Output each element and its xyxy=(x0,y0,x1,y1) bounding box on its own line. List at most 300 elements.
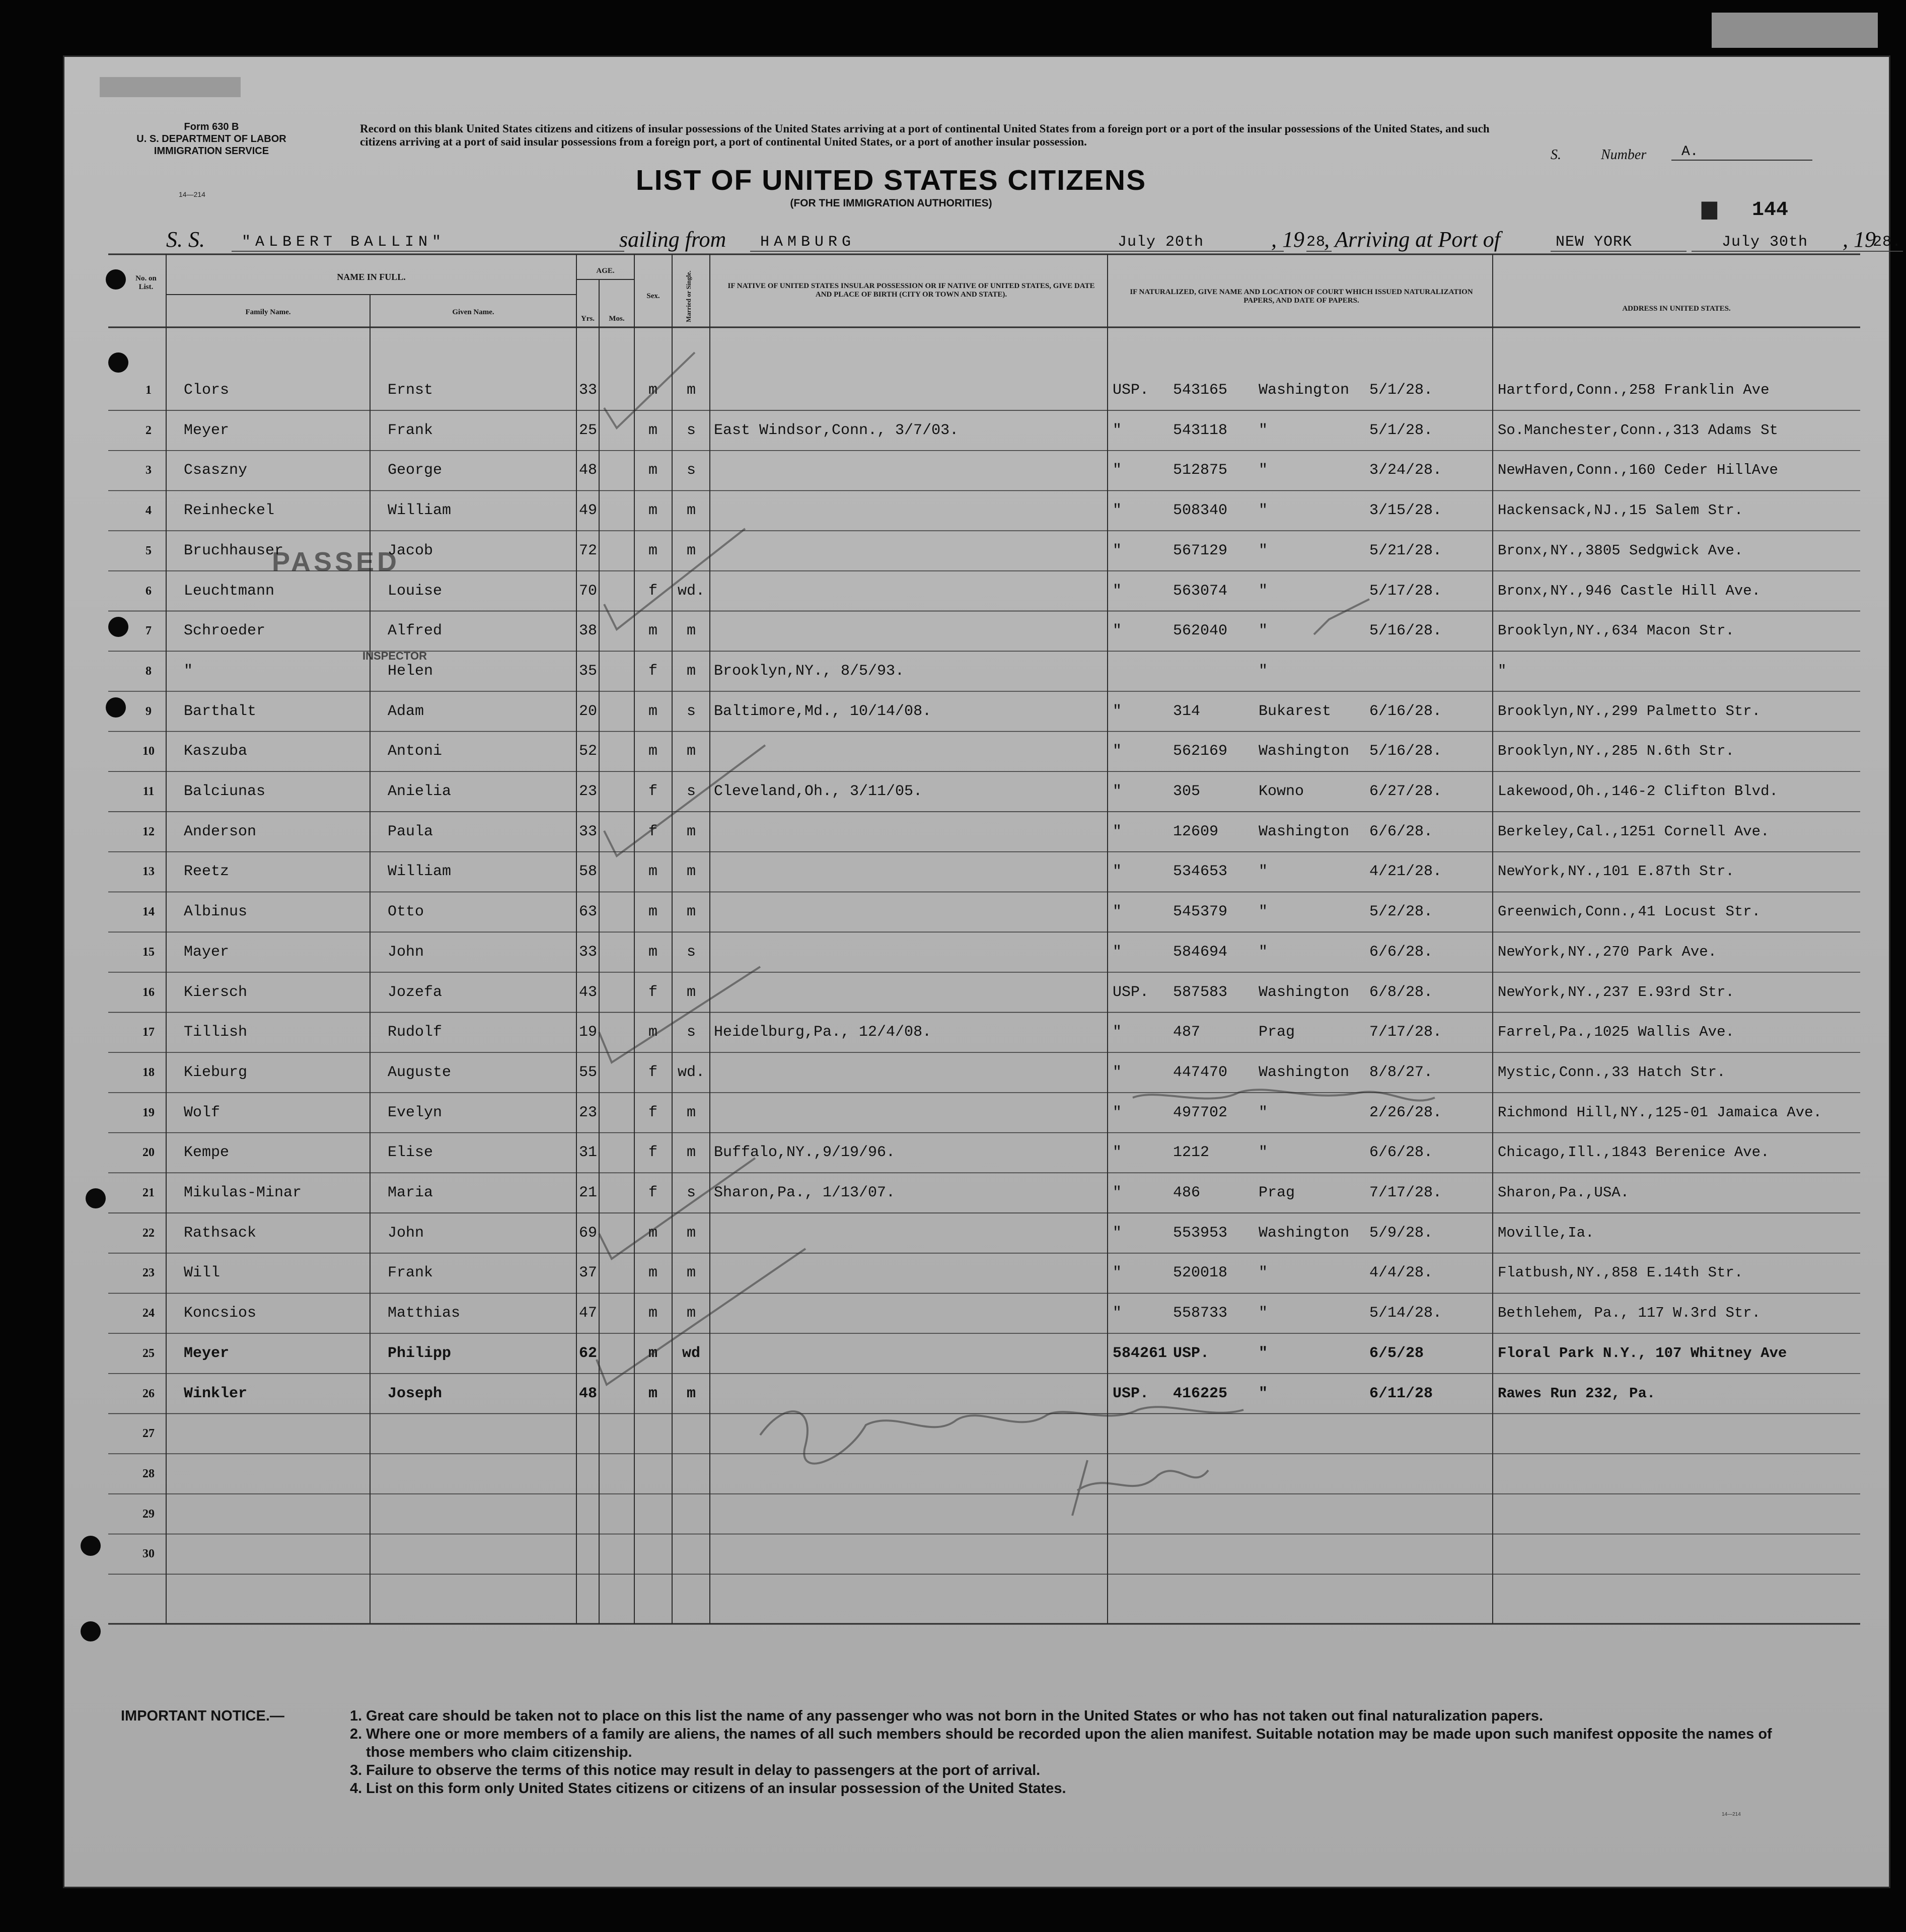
cell-yrs: 21 xyxy=(578,1184,597,1201)
cell-court: " xyxy=(1259,502,1268,520)
cell-address: NewYork,NY.,101 E.87th Str. xyxy=(1498,863,1734,880)
cell-date: 3/15/28. xyxy=(1369,502,1442,520)
cell-pfx: " xyxy=(1113,783,1122,800)
footer-code: 14—214 xyxy=(1722,1812,1741,1817)
cell-ms: m xyxy=(686,542,696,559)
cell-court: " xyxy=(1259,863,1268,881)
cell-paper: 305 xyxy=(1173,783,1201,800)
cell-yrs: 49 xyxy=(578,502,597,520)
cell-ms: m xyxy=(686,743,696,760)
cell-date: 6/11/28 xyxy=(1369,1385,1433,1402)
page-title: LIST OF UNITED STATES CITIZENS xyxy=(635,164,1147,196)
cell-birth: Cleveland,Oh., 3/11/05. xyxy=(714,783,923,800)
cell-court: Washington xyxy=(1259,1224,1350,1242)
cell-no: 18 xyxy=(142,1065,155,1079)
punch-hole xyxy=(81,1536,101,1556)
cell-sex: m xyxy=(648,863,657,881)
cell-paper: 563074 xyxy=(1173,582,1228,600)
header-native-birth: IF NATIVE OF UNITED STATES INSULAR POSSESSION OR IF NATIVE OF UNITED STATES, GIVE DATE AND PLACE OF BIRTH (CITY OR TOWN AND STATE). xyxy=(727,282,1095,299)
cell-ms: m xyxy=(686,1264,696,1282)
cell-paper: 553953 xyxy=(1173,1224,1228,1242)
cell-birth: Heidelburg,Pa., 12/4/08. xyxy=(714,1024,932,1041)
cell-given: Rudolf xyxy=(388,1024,443,1041)
cell-pfx: USP. xyxy=(1113,983,1149,1001)
cell-paper: 12609 xyxy=(1173,823,1219,840)
cell-address: Mystic,Conn.,33 Hatch Str. xyxy=(1498,1063,1726,1081)
cell-pfx: USP. xyxy=(1113,382,1149,399)
cell-date: 6/5/28 xyxy=(1369,1344,1424,1362)
cell-yrs: 62 xyxy=(578,1344,597,1362)
cell-no: 23 xyxy=(142,1266,155,1280)
cell-address: Rawes Run 232, Pa. xyxy=(1498,1385,1656,1402)
cell-pfx: " xyxy=(1113,462,1122,479)
port-of-departure: HAMBURG xyxy=(750,234,1103,252)
ship-name: "ALBERT BALLIN" xyxy=(232,234,624,252)
cell-court: Washington xyxy=(1259,1063,1350,1081)
cell-sex: m xyxy=(648,903,657,921)
cell-address: Berkeley,Cal.,1251 Cornell Ave. xyxy=(1498,823,1770,840)
cell-yrs: 48 xyxy=(578,462,597,479)
cell-yrs: 37 xyxy=(578,1264,597,1282)
cell-pfx: " xyxy=(1113,1144,1122,1162)
cell-family: Bruchhauser xyxy=(184,542,284,559)
cell-ms: m xyxy=(686,622,696,640)
cell-no: 22 xyxy=(142,1226,155,1240)
cell-ms: s xyxy=(686,1184,696,1201)
cell-yrs: 23 xyxy=(578,783,597,800)
cell-address: NewYork,NY.,237 E.93rd Str. xyxy=(1498,983,1734,1000)
cell-date: 7/17/28. xyxy=(1369,1184,1442,1201)
cell-sex: m xyxy=(648,462,657,479)
cell-no: 4 xyxy=(145,504,152,518)
cell-address: Greenwich,Conn.,41 Locust Str. xyxy=(1498,903,1761,920)
cell-pfx: " xyxy=(1113,943,1122,961)
cell-no: 11 xyxy=(142,785,155,798)
cell-pfx: " xyxy=(1113,1184,1122,1201)
cell-court: " xyxy=(1259,421,1268,439)
cell-given: Alfred xyxy=(388,622,443,640)
cell-court: Kowno xyxy=(1259,783,1304,800)
cell-sex: m xyxy=(648,1024,657,1041)
cell-ms: m xyxy=(686,983,696,1001)
cell-sex: f xyxy=(648,662,657,680)
cell-pfx: " xyxy=(1113,1024,1122,1041)
cell-date: 4/4/28. xyxy=(1369,1264,1433,1282)
cell-given: William xyxy=(388,863,452,881)
cell-address: NewYork,NY.,270 Park Ave. xyxy=(1498,943,1717,960)
cell-sex: m xyxy=(648,1264,657,1282)
number-label: Number xyxy=(1601,147,1647,163)
cell-date: 5/16/28. xyxy=(1369,622,1442,640)
cell-ms: m xyxy=(686,662,696,680)
header-given-name: Given Name. xyxy=(452,308,494,316)
cell-sex: f xyxy=(648,1104,657,1121)
header-family-name: Family Name. xyxy=(245,308,291,316)
cell-pfx: " xyxy=(1113,702,1122,720)
header-naturalization: IF NATURALIZED, GIVE NAME AND LOCATION OF COURT WHICH ISSUED NATURALIZATION PAPERS, AND DATE OF PAPERS. xyxy=(1130,288,1473,305)
cell-family: Kieburg xyxy=(184,1063,248,1081)
check-mark xyxy=(597,1249,805,1385)
cell-date: 6/16/28. xyxy=(1369,702,1442,720)
cell-ms: m xyxy=(686,1144,696,1162)
cell-yrs: 72 xyxy=(578,542,597,559)
cell-date: 4/21/28. xyxy=(1369,863,1442,881)
cell-date: 5/1/28. xyxy=(1369,421,1433,439)
cell-address: Farrel,Pa.,1025 Wallis Ave. xyxy=(1498,1024,1734,1041)
cell-sex: m xyxy=(648,382,657,399)
cell-ms: m xyxy=(686,823,696,840)
cell-address: " xyxy=(1498,662,1507,679)
cell-date: 3/24/28. xyxy=(1369,462,1442,479)
department-name: U. S. DEPARTMENT OF LABOR xyxy=(136,133,286,145)
cell-family: Leuchtmann xyxy=(184,582,275,600)
cell-paper: 1212 xyxy=(1173,1144,1210,1162)
cell-given: Matthias xyxy=(388,1305,461,1322)
cell-yrs: 33 xyxy=(578,943,597,961)
cell-sex: f xyxy=(648,1184,657,1201)
cell-no: 29 xyxy=(142,1507,155,1521)
cell-date: 6/6/28. xyxy=(1369,823,1433,840)
cell-family: Meyer xyxy=(184,1344,230,1362)
cell-ms: s xyxy=(686,1024,696,1041)
cell-family: Barthalt xyxy=(184,702,257,720)
cell-pfx: " xyxy=(1113,622,1122,640)
cell-no: 25 xyxy=(142,1346,155,1360)
cell-court: " xyxy=(1259,943,1268,961)
header-sex: Sex. xyxy=(646,292,660,300)
departure-date: July 20th xyxy=(1103,234,1284,252)
cell-family: Will xyxy=(184,1264,221,1282)
header-married-or-single: Married or Single. xyxy=(685,270,692,322)
cell-paper: 416225 xyxy=(1173,1385,1228,1402)
cell-court: " xyxy=(1259,622,1268,640)
cell-family: Kaszuba xyxy=(184,743,248,760)
cell-date: 5/14/28. xyxy=(1369,1305,1442,1322)
number-value: A. xyxy=(1671,144,1812,161)
cell-given: Adam xyxy=(388,702,424,720)
cell-court: " xyxy=(1259,1264,1268,1282)
cell-address: Hartford,Conn.,258 Franklin Ave xyxy=(1498,382,1770,398)
cell-paper: 558733 xyxy=(1173,1305,1228,1322)
cell-birth: Brooklyn,NY., 8/5/93. xyxy=(714,662,905,680)
cell-paper: 314 xyxy=(1173,702,1201,720)
cell-no: 9 xyxy=(145,704,152,718)
cell-yrs: 33 xyxy=(578,382,597,399)
cell-address: Floral Park N.Y., 107 Whitney Ave xyxy=(1498,1344,1787,1362)
cell-address: Brooklyn,NY.,634 Macon Str. xyxy=(1498,622,1734,639)
cell-given: Jacob xyxy=(388,542,433,559)
notice-list xyxy=(350,1707,1795,1798)
cell-court: " xyxy=(1259,1104,1268,1121)
cell-pfx: 584261 xyxy=(1113,1344,1167,1362)
cell-family: Koncsios xyxy=(184,1305,257,1322)
cell-no: 14 xyxy=(142,905,155,919)
cell-date: 8/8/27. xyxy=(1369,1063,1433,1081)
punch-hole xyxy=(81,1621,101,1641)
cell-birth: East Windsor,Conn., 3/7/03. xyxy=(714,421,959,439)
cell-pfx: " xyxy=(1113,823,1122,840)
page-mark-icon: ▆ xyxy=(1702,197,1717,219)
cell-pfx: " xyxy=(1113,421,1122,439)
cell-address: Brooklyn,NY.,299 Palmetto Str. xyxy=(1498,702,1761,720)
cell-no: 5 xyxy=(145,544,152,557)
cell-address: NewHaven,Conn.,160 Ceder HillAve xyxy=(1498,462,1778,479)
departure-year: 28 xyxy=(1306,234,1332,252)
cell-paper: 447470 xyxy=(1173,1063,1228,1081)
cell-yrs: 47 xyxy=(578,1305,597,1322)
cell-given: Helen xyxy=(388,662,433,680)
cell-no: 26 xyxy=(142,1387,155,1400)
cell-ms: m xyxy=(686,382,696,399)
header-name-in-full: NAME IN FULL. xyxy=(337,272,406,282)
cell-yrs: 55 xyxy=(578,1063,597,1081)
header-months: Mos. xyxy=(609,315,625,323)
notice-item: 3. Failure to observe the terms of this notice may result in delay to passengers at the port of arrival. xyxy=(350,1762,1041,1778)
cell-family: Wolf xyxy=(184,1104,221,1121)
cell-paper: 587583 xyxy=(1173,983,1228,1001)
punch-hole xyxy=(106,269,126,290)
cell-paper: 486 xyxy=(1173,1184,1201,1201)
cell-given: Otto xyxy=(388,903,424,921)
cell-date: 6/27/28. xyxy=(1369,783,1442,800)
cell-no: 27 xyxy=(142,1427,155,1441)
cell-court: Prag xyxy=(1259,1024,1295,1041)
cell-paper: 545379 xyxy=(1173,903,1228,921)
cell-pfx: " xyxy=(1113,542,1122,559)
cell-birth: Baltimore,Md., 10/14/08. xyxy=(714,702,932,720)
cell-family: Tillish xyxy=(184,1024,248,1041)
cell-yrs: 31 xyxy=(578,1144,597,1162)
page-subtitle: (FOR THE IMMIGRATION AUTHORITIES) xyxy=(790,197,992,209)
cell-paper: 543165 xyxy=(1173,382,1228,399)
cell-birth: Sharon,Pa., 1/13/07. xyxy=(714,1184,896,1201)
cell-court: " xyxy=(1259,1344,1268,1362)
cell-court: Prag xyxy=(1259,1184,1295,1201)
cell-pfx: " xyxy=(1113,1104,1122,1121)
cell-no: 10 xyxy=(142,745,155,758)
cell-no: 30 xyxy=(142,1547,155,1561)
cell-given: Ernst xyxy=(388,382,433,399)
cell-address: Brooklyn,NY.,285 N.6th Str. xyxy=(1498,743,1734,760)
cell-no: 6 xyxy=(145,584,152,598)
service-name: IMMIGRATION SERVICE xyxy=(154,146,269,157)
check-mark xyxy=(604,352,695,428)
cell-date: 7/17/28. xyxy=(1369,1024,1442,1041)
cell-ms: m xyxy=(686,1305,696,1322)
cell-pfx: " xyxy=(1113,1063,1122,1081)
cell-no: 16 xyxy=(142,985,155,999)
cell-no: 21 xyxy=(142,1186,155,1199)
cell-paper: 520018 xyxy=(1173,1264,1228,1282)
cell-family: Albinus xyxy=(184,903,248,921)
notice-item: 2. Where one or more members of a family are aliens, the names of all such members should be recorded upon the alien manifest. Suitable notation may be made upon such manifest opposite the names of those members who claim citizenship. xyxy=(350,1726,1772,1760)
cell-court: " xyxy=(1259,903,1268,921)
cell-given: Frank xyxy=(388,421,433,439)
punch-hole xyxy=(86,1188,106,1208)
cell-sex: m xyxy=(648,743,657,760)
cell-address: Chicago,Ill.,1843 Berenice Ave. xyxy=(1498,1144,1770,1161)
cell-ms: m xyxy=(686,1385,696,1402)
cell-yrs: 52 xyxy=(578,743,597,760)
cell-court: " xyxy=(1259,1305,1268,1322)
cell-family: Reinheckel xyxy=(184,502,275,520)
cell-given: Auguste xyxy=(388,1063,452,1081)
cell-yrs: 48 xyxy=(578,1385,597,1402)
cell-given: Maria xyxy=(388,1184,433,1201)
cell-address: Lakewood,Oh.,146-2 Clifton Blvd. xyxy=(1498,783,1778,800)
cell-yrs: 38 xyxy=(578,622,597,640)
cell-paper: 567129 xyxy=(1173,542,1228,559)
departure-year-prefix: , 19 xyxy=(1271,227,1304,252)
cell-address: Bronx,NY.,946 Castle Hill Ave. xyxy=(1498,582,1761,599)
cell-no: 20 xyxy=(142,1146,155,1160)
notice-lead: IMPORTANT NOTICE.— xyxy=(121,1708,284,1724)
notice-item: 4. List on this form only United States citizens or citizens of an insular possession of the United States. xyxy=(350,1780,1066,1797)
cell-yrs: 69 xyxy=(578,1224,597,1242)
cell-address: Hackensack,NJ.,15 Salem Str. xyxy=(1498,502,1743,519)
cell-no: 13 xyxy=(142,865,155,879)
handwritten-note xyxy=(760,1407,1243,1463)
port-of-arrival: NEW YORK xyxy=(1551,234,1687,252)
cell-paper: 584694 xyxy=(1173,943,1228,961)
cell-paper: 543118 xyxy=(1173,421,1228,439)
handwritten-date xyxy=(1072,1460,1208,1516)
cell-paper: 512875 xyxy=(1173,462,1228,479)
cell-pfx: " xyxy=(1113,903,1122,921)
cell-family: " xyxy=(184,662,193,680)
cell-address: Richmond Hill,NY.,125-01 Jamaica Ave. xyxy=(1498,1104,1822,1121)
cell-address: Moville,Ia. xyxy=(1498,1224,1594,1241)
cell-ms: s xyxy=(686,702,696,720)
cell-court: Washington xyxy=(1259,983,1350,1001)
cell-no: 17 xyxy=(142,1026,155,1039)
preamble-text: Record on this blank United States citizens and citizens of insular possessions of the United States arriving at a port of continental United States from a foreign port or a port of the insular possessions of the United States, and such citizens arriving at a port of said insular possessions from a foreign port, a port of continental United States, or a port of another insular possession. xyxy=(360,122,1490,148)
handwritten-note xyxy=(1133,1090,1435,1100)
cell-pfx: " xyxy=(1113,502,1122,520)
cell-ms: m xyxy=(686,1224,696,1242)
cell-given: Jozefa xyxy=(388,983,443,1001)
cell-sex: m xyxy=(648,943,657,961)
cell-pfx: " xyxy=(1113,1264,1122,1282)
cell-family: Mayer xyxy=(184,943,230,961)
cell-sex: m xyxy=(648,1224,657,1242)
cell-sex: f xyxy=(648,1063,657,1081)
cell-birth: Buffalo,NY.,9/19/96. xyxy=(714,1144,896,1162)
cell-no: 8 xyxy=(145,664,152,678)
cell-court: " xyxy=(1259,582,1268,600)
arrival-year-prefix: , 19 xyxy=(1843,227,1876,252)
header-age: AGE. xyxy=(596,267,615,275)
punch-hole xyxy=(108,617,128,637)
cell-court: Washington xyxy=(1259,382,1350,399)
cell-court: " xyxy=(1259,662,1268,680)
cell-ms: s xyxy=(686,943,696,961)
cell-pfx: " xyxy=(1113,1224,1122,1242)
cell-date: 5/17/28. xyxy=(1369,582,1442,600)
notice-item: 1. Great care should be taken not to place on this list the name of any passenger who was not born in the United States or who has not taken out final naturalization papers. xyxy=(350,1708,1544,1724)
cell-yrs: 63 xyxy=(578,903,597,921)
cell-family: Reetz xyxy=(184,863,230,881)
cell-sex: m xyxy=(648,1385,657,1402)
header-number-on-list: No. on List. xyxy=(135,274,157,291)
check-mark xyxy=(604,529,745,629)
cell-given: William xyxy=(388,502,452,520)
cell-family: Winkler xyxy=(184,1385,248,1402)
cell-yrs: 20 xyxy=(578,702,597,720)
cell-no: 19 xyxy=(142,1106,155,1119)
cell-court: Washington xyxy=(1259,823,1350,840)
cell-paper: 497702 xyxy=(1173,1104,1228,1121)
cell-pfx: " xyxy=(1113,863,1122,881)
cell-date: 5/2/28. xyxy=(1369,903,1433,921)
cell-address: Flatbush,NY.,858 E.14th Str. xyxy=(1498,1264,1743,1281)
ss-label: S. S. xyxy=(166,227,205,252)
cell-ms: wd xyxy=(682,1344,700,1362)
cell-sex: m xyxy=(648,622,657,640)
cell-sex: m xyxy=(648,1344,657,1362)
cell-no: 12 xyxy=(142,825,155,838)
cell-given: Louise xyxy=(388,582,443,600)
cell-family: Clors xyxy=(184,382,230,399)
cell-yrs: 19 xyxy=(578,1024,597,1041)
cell-address: So.Manchester,Conn.,313 Adams St xyxy=(1498,421,1778,439)
check-mark xyxy=(1314,599,1369,634)
form-code: 14—214 xyxy=(179,190,205,198)
passed-stamp: PASSED xyxy=(272,547,400,577)
cell-date: 5/1/28. xyxy=(1369,382,1433,399)
cell-pfx: " xyxy=(1113,582,1122,600)
cell-paper: USP. xyxy=(1173,1344,1210,1362)
cell-family: Csaszny xyxy=(184,462,248,479)
sailing-from-label: sailing from xyxy=(619,227,726,252)
header-years: Yrs. xyxy=(580,315,595,323)
cell-given: Antoni xyxy=(388,743,443,760)
cell-court: " xyxy=(1259,1385,1268,1402)
cell-ms: wd. xyxy=(677,582,705,600)
cell-ms: wd. xyxy=(677,1063,705,1081)
cell-court: Bukarest xyxy=(1259,702,1332,720)
check-mark xyxy=(599,1158,755,1259)
cell-given: John xyxy=(388,1224,424,1242)
cell-paper: 562040 xyxy=(1173,622,1228,640)
cell-no: 15 xyxy=(142,945,155,959)
cell-date: 5/21/28. xyxy=(1369,542,1442,559)
cell-ms: m xyxy=(686,903,696,921)
arrival-date: July 30th xyxy=(1692,234,1873,252)
arrival-year: 28. xyxy=(1873,234,1903,252)
cell-paper: 487 xyxy=(1173,1024,1201,1041)
cell-given: Philipp xyxy=(388,1344,452,1362)
cell-date: 5/9/28. xyxy=(1369,1224,1433,1242)
cell-pfx: " xyxy=(1113,743,1122,760)
cell-sex: m xyxy=(648,421,657,439)
cell-yrs: 33 xyxy=(578,823,597,840)
cell-family: Anderson xyxy=(184,823,257,840)
cell-ms: s xyxy=(686,462,696,479)
cell-yrs: 70 xyxy=(578,582,597,600)
s-label: S. xyxy=(1551,147,1561,163)
cell-family: Rathsack xyxy=(184,1224,257,1242)
cell-date: 6/8/28. xyxy=(1369,983,1433,1001)
cell-family: Schroeder xyxy=(184,622,266,640)
cell-family: Balciunas xyxy=(184,783,266,800)
cell-yrs: 43 xyxy=(578,983,597,1001)
cell-sex: f xyxy=(648,1144,657,1162)
cell-yrs: 35 xyxy=(578,662,597,680)
check-mark xyxy=(604,745,765,856)
arriving-label: , Arriving at Port of xyxy=(1324,227,1500,252)
cell-sex: m xyxy=(648,1305,657,1322)
